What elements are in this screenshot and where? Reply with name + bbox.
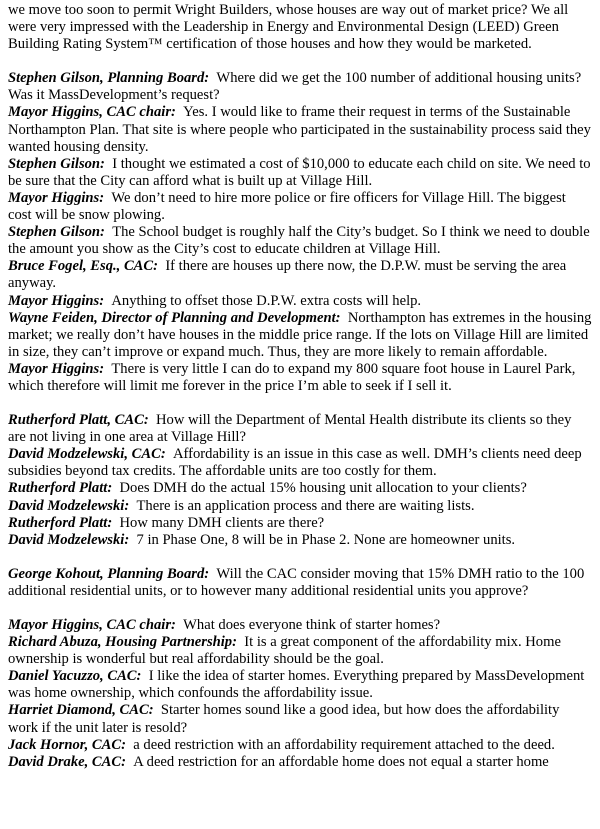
speaker-name: Rutherford Platt:: [8, 514, 113, 531]
speaker-name: Stephen Gilson:: [8, 224, 105, 241]
speaker-entry: [8, 224, 592, 258]
speaker-name: Mayor Higgins:: [8, 360, 105, 377]
speaker-name: Mayor Higgins:: [8, 292, 105, 309]
transcript-section: [8, 566, 592, 600]
speaker-name: Jack Hornor, CAC:: [8, 736, 126, 753]
speaker-text: The School budget is roughly half the City’s budget. So I think we need to double the amount you show as the City’s cost to educate children at Village Hill.: [8, 224, 590, 258]
speaker-entry: [8, 702, 592, 736]
speaker-entry: [8, 754, 592, 771]
speaker-entry: [8, 258, 592, 292]
speaker-entry: [8, 668, 592, 702]
speaker-text: How will the Department of Mental Health distribute its clients so they are not living in one area at Village Hill?: [8, 412, 572, 446]
speaker-name: Wayne Feiden, Director of Planning and Development:: [8, 309, 341, 326]
speaker-name: George Kohout, Planning Board:: [8, 565, 210, 582]
speaker-entry: [8, 104, 592, 155]
speaker-name: David Modzelewski:: [8, 497, 130, 514]
transcript-section: [8, 617, 592, 771]
speaker-text: Does DMH do the actual 15% housing unit allocation to your clients?: [119, 480, 527, 497]
speaker-entry: [8, 70, 592, 104]
speaker-text: Affordability is an issue in this case as well. DMH’s clients need deep subsidies beyond tax credits. The affordable units are too costly for them.: [8, 446, 582, 480]
speaker-entry: [8, 293, 592, 310]
speaker-text: We don’t need to hire more police or fire officers for Village Hill. The biggest cost will be snow plowing.: [8, 189, 566, 224]
speaker-text: If there are houses up there now, the D.P.W. must be serving the area anyway.: [8, 258, 567, 292]
speaker-entry: [8, 412, 592, 446]
speaker-name: Mayor Higgins:: [8, 189, 105, 206]
speaker-text: There is very little I can do to expand my 800 square foot house in Laurel Park, which therefore will limit me forever in the price I’m able to seek if I sell it.: [8, 360, 576, 394]
section-gap: [8, 53, 592, 70]
speaker-entry: [8, 446, 592, 480]
speaker-entry: [8, 156, 592, 190]
speaker-text: I like the idea of starter homes. Everything prepared by MassDevelopment was home ownership, which confounds the affordability issue.: [8, 668, 585, 702]
speaker-entry: [8, 566, 592, 600]
speaker-name: Daniel Yacuzzo, CAC:: [8, 668, 142, 685]
speaker-text: 7 in Phase One, 8 will be in Phase 2. None are homeowner units.: [136, 531, 516, 548]
section-gap: [8, 549, 592, 566]
speaker-name: Stephen Gilson:: [8, 155, 105, 172]
speaker-text: How many DMH clients are there?: [119, 514, 325, 531]
transcript-sections: [8, 70, 592, 771]
speaker-entry: [8, 361, 592, 395]
speaker-entry: [8, 737, 592, 754]
speaker-text: What does everyone think of starter homes?: [183, 617, 441, 633]
speaker-text: Yes. I would like to frame their request in terms of the Sustainable Northampton Plan. That site is where people who participated in the sustainability process said they wanted housing density.: [8, 104, 591, 155]
speaker-text: a deed restriction with an affordability requirement attached to the deed.: [133, 736, 555, 753]
speaker-entry: [8, 310, 592, 361]
speaker-entry: [8, 480, 592, 497]
speaker-text: Northampton has extremes in the housing market; we really don’t have houses in the middle price range. If the lots on Village Hill are limited in size, they can’t improve or expand much. Thus, they are more likely to remain affordable.: [8, 309, 592, 360]
speaker-text: There is an application process and there are waiting lists.: [136, 497, 475, 514]
speaker-name: Stephen Gilson, Planning Board:: [8, 70, 210, 87]
speaker-entry: [8, 617, 592, 634]
speaker-name: Rutherford Platt, CAC:: [8, 412, 149, 429]
speaker-text: Will the CAC consider moving that 15% DMH ratio to the 100 additional residential units, or to however many additional residential units you approve?: [8, 565, 585, 599]
speaker-entry: [8, 634, 592, 668]
speaker-name: Mayor Higgins, CAC chair:: [8, 104, 176, 121]
section-gap: [8, 600, 592, 617]
speaker-name: Harriet Diamond, CAC:: [8, 702, 154, 719]
speaker-name: David Modzelewski:: [8, 531, 130, 548]
speaker-name: David Drake, CAC:: [8, 753, 126, 770]
speaker-text: Anything to offset those D.P.W. extra costs will help.: [111, 292, 422, 309]
speaker-text: Starter homes sound like a good idea, but how does the affordability work if the unit later is resold?: [8, 702, 560, 736]
speaker-text: I thought we estimated a cost of $10,000 to educate each child on site. We need to be sure that the City can afford what is built up at Village Hill.: [8, 155, 591, 189]
speaker-entry: [8, 190, 592, 224]
speaker-text: Where did we get the 100 number of additional housing units? Was it MassDevelopment’s request?: [8, 70, 582, 104]
speaker-entry: [8, 515, 592, 532]
transcript-section: [8, 70, 592, 395]
speaker-name: Rutherford Platt:: [8, 480, 113, 497]
speaker-entry: [8, 532, 592, 549]
transcript-section: [8, 412, 592, 549]
speaker-name: Mayor Higgins, CAC chair:: [8, 617, 176, 633]
speaker-text: It is a great component of the affordability mix. Home ownership is wonderful but real affordability should be the goal.: [8, 634, 561, 668]
speaker-name: David Modzelewski, CAC:: [8, 446, 166, 463]
opening-paragraph: we move too soon to permit Wright Builders, whose houses are way out of market price? We all were very impressed with the Leadership in Energy and Environmental Design (LEED) Green Building Rating System™ certification of those houses and how they would be marketed.: [8, 2, 569, 53]
speaker-name: Richard Abuza, Housing Partnership:: [8, 634, 237, 651]
speaker-entry: [8, 498, 592, 515]
section-gap: [8, 395, 592, 412]
speaker-name: Bruce Fogel, Esq., CAC:: [8, 258, 159, 275]
speaker-text: A deed restriction for an affordable home does not equal a starter home: [133, 753, 549, 770]
